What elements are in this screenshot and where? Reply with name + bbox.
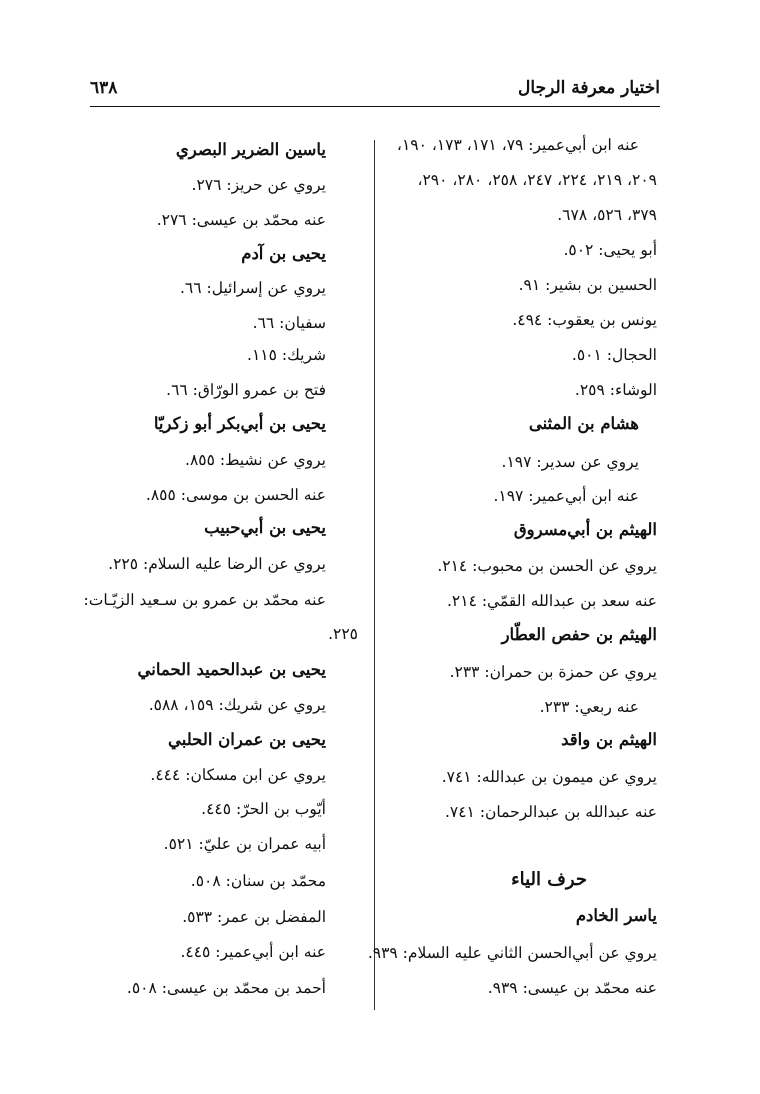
list-item: يروي عن الرضا عليه السلام: ٢٢٥. bbox=[108, 555, 326, 573]
entry-heading: هشام بن المثنى bbox=[528, 414, 639, 433]
list-item: يروي عن أبي‌الحسن الثاني عليه السلام: ٩٣٩. bbox=[367, 944, 657, 962]
entry-heading: الهيثم بن واقد bbox=[561, 730, 657, 749]
list-item: يروي عن شريك: ١٥٩، ٥٨٨. bbox=[148, 696, 326, 714]
list-item: يروي عن إسرائيل: ٦٦. bbox=[179, 279, 326, 297]
list-item: سفيان: ٦٦. bbox=[252, 314, 326, 332]
list-item: عنه ابن أبي‌عمير: ٤٤٥. bbox=[180, 943, 326, 961]
list-item: شريك: ١١٥. bbox=[247, 346, 326, 364]
list-item: أبيه عمران بن عليّ: ٥٢١. bbox=[163, 835, 326, 853]
entry-heading: الهيثم بن حفص العطّار bbox=[501, 625, 657, 644]
header-rule bbox=[90, 106, 660, 107]
list-item: أحمد بن محمّد بن عيسى: ٥٠٨. bbox=[126, 979, 326, 997]
entry-heading: ياسر الخادم bbox=[575, 906, 657, 925]
list-item: ٢٢٥. bbox=[328, 625, 358, 643]
entry-heading: يحيى بن أبي‌بكر أبو زكريّا bbox=[153, 414, 326, 433]
list-item: عنه سعد بن عبدالله القمّي: ٢١٤. bbox=[446, 592, 657, 610]
book-title: اختيار معرفة الرجال bbox=[518, 78, 660, 98]
column-divider bbox=[374, 140, 375, 1010]
list-item: يروي عن حمزة بن حمران: ٢٣٣. bbox=[449, 663, 657, 681]
list-item: عنه محمّد بن عمرو بن سـعيد الزيّـات: bbox=[83, 591, 326, 609]
list-item: ٣٧٩، ٥٢٦، ٦٧٨. bbox=[557, 206, 657, 224]
page-number: ٦٣٨ bbox=[90, 78, 118, 98]
list-item: الوشاء: ٢٥٩. bbox=[574, 381, 657, 399]
list-item: المفضل بن عمر: ٥٣٣. bbox=[182, 908, 326, 926]
entry-heading: الهيثم بن أبي‌مسروق bbox=[513, 520, 657, 539]
list-item: أيّوب بن الحرّ: ٤٤٥. bbox=[201, 800, 326, 818]
entry-heading: ياسين الضرير البصري bbox=[175, 140, 326, 159]
section-heading: حرف الياء bbox=[511, 869, 587, 890]
page-header bbox=[90, 78, 660, 100]
list-item: عنه محمّد بن عيسى: ٩٣٩. bbox=[487, 979, 657, 997]
list-item: عنه ابن أبي‌عمير: ٧٩، ١٧١، ١٧٣، ١٩٠، bbox=[396, 136, 639, 154]
list-item: ٢٠٩، ٢١٩، ٢٢٤، ٢٤٧، ٢٥٨، ٢٨٠، ٢٩٠، bbox=[417, 171, 657, 189]
list-item: عنه محمّد بن عيسى: ٢٧٦. bbox=[156, 211, 326, 229]
entry-heading: يحيى بن آدم bbox=[241, 244, 326, 263]
list-item: الحجال: ٥٠١. bbox=[571, 346, 657, 364]
list-item: يروي عن ميمون بن عبدالله: ٧٤١. bbox=[441, 768, 657, 786]
list-item: الحسين بن بشير: ٩١. bbox=[518, 276, 657, 294]
list-item: أبو يحيى: ٥٠٢. bbox=[563, 241, 657, 259]
list-item: يروي عن الحسن بن محبوب: ٢١٤. bbox=[437, 557, 657, 575]
list-item: يروي عن ابن مسكان: ٤٤٤. bbox=[150, 766, 326, 784]
list-item: يونس بن يعقوب: ٤٩٤. bbox=[512, 311, 657, 329]
list-item: يروي عن حريز: ٢٧٦. bbox=[191, 176, 326, 194]
list-item: عنه عبدالله بن عبدالرحمان: ٧٤١. bbox=[444, 803, 657, 821]
entry-heading: يحيى بن عمران الحلبي bbox=[167, 730, 326, 749]
list-item: عنه الحسن بن موسى: ٨٥٥. bbox=[145, 486, 326, 504]
list-item: عنه ربعي: ٢٣٣. bbox=[539, 698, 639, 716]
list-item: يروي عن نشيط: ٨٥٥. bbox=[185, 451, 326, 469]
list-item: محمّد بن سنان: ٥٠٨. bbox=[190, 872, 326, 890]
list-item: يروي عن سدير: ١٩٧. bbox=[501, 453, 639, 471]
entry-heading: يحيى بن عبدالحميد الحماني bbox=[137, 660, 326, 679]
entry-heading: يحيى بن أبي‌حبيب bbox=[204, 518, 326, 537]
list-item: فتح بن عمرو الورّاق: ٦٦. bbox=[166, 381, 326, 399]
list-item: عنه ابن أبي‌عمير: ١٩٧. bbox=[493, 487, 639, 505]
